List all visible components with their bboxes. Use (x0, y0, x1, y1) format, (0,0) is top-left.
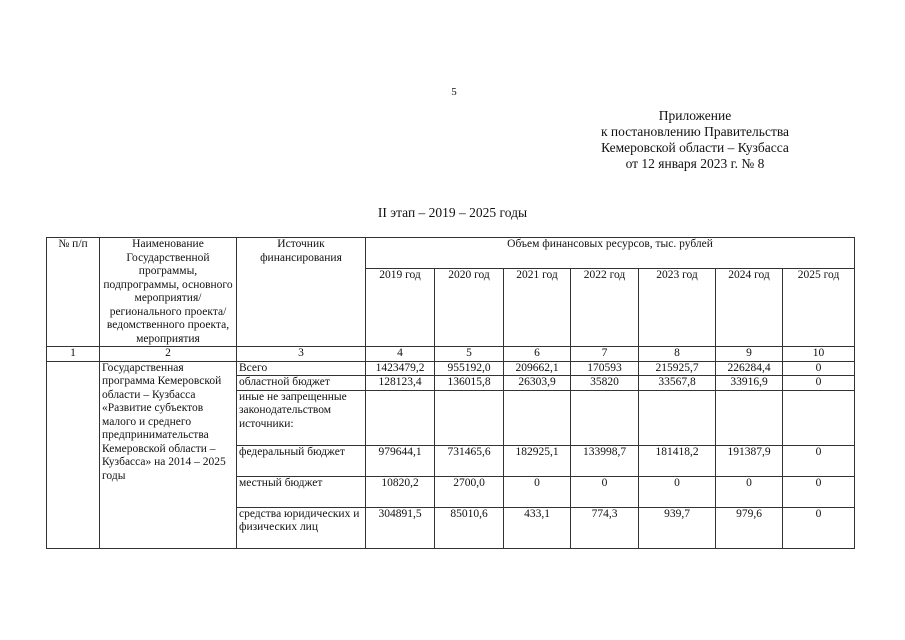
header-year: 2025 год (783, 268, 855, 346)
value-cell: 0 (639, 476, 716, 507)
header-name: Наименование Государственной программы, подпрограммы, основного мероприятия/ регионального проекта/ ведомственного проекта, мероприятия (100, 238, 237, 347)
col-number: 10 (783, 347, 855, 362)
value-cell: 0 (783, 507, 855, 548)
finance-table (46, 237, 855, 549)
header-num: № п/п (47, 238, 100, 347)
value-cell: 10820,2 (366, 476, 435, 507)
value-cell: 33567,8 (639, 376, 716, 391)
header-year: 2021 год (504, 268, 571, 346)
col-number: 8 (639, 347, 716, 362)
table-row (47, 361, 855, 376)
value-cell: 955192,0 (435, 361, 504, 376)
value-cell: 128123,4 (366, 376, 435, 391)
value-cell: 0 (783, 376, 855, 391)
value-cell: 979644,1 (366, 445, 435, 476)
header-row (47, 238, 855, 269)
program-name: Государственная программа Кемеровской области – Кузбасса «Развитие субъектов малого и среднего предпринимательства Кемеровской области – Кузбасса» на 2014 – 2025 годы (100, 361, 237, 548)
value-cell: 774,3 (571, 507, 639, 548)
header-year: 2019 год (366, 268, 435, 346)
value-cell: 181418,2 (639, 445, 716, 476)
value-cell: 85010,6 (435, 507, 504, 548)
appendix-line: Кемеровской области – Кузбасса (601, 140, 789, 155)
value-cell (571, 390, 639, 445)
header-source: Источник финансирования (237, 238, 366, 347)
source-cell: федеральный бюджет (237, 445, 366, 476)
value-cell: 170593 (571, 361, 639, 376)
source-cell: областной бюджет (237, 376, 366, 391)
value-cell: 136015,8 (435, 376, 504, 391)
value-cell: 0 (783, 476, 855, 507)
col-number: 6 (504, 347, 571, 362)
col-number-row (47, 347, 855, 362)
value-cell: 1423479,2 (366, 361, 435, 376)
value-cell: 939,7 (639, 507, 716, 548)
appendix-line: от 12 января 2023 г. № 8 (625, 156, 765, 171)
value-cell: 979,6 (716, 507, 783, 548)
value-cell: 433,1 (504, 507, 571, 548)
value-cell: 182925,1 (504, 445, 571, 476)
header-year: 2024 год (716, 268, 783, 346)
value-cell: 0 (783, 361, 855, 376)
value-cell (716, 390, 783, 445)
col-number: 5 (435, 347, 504, 362)
appendix-line: Приложение (658, 108, 732, 123)
value-cell: 209662,1 (504, 361, 571, 376)
source-cell: иные не запрещенные законодательством источники: (237, 390, 366, 445)
value-cell: 133998,7 (571, 445, 639, 476)
value-cell: 33916,9 (716, 376, 783, 391)
value-cell: 2700,0 (435, 476, 504, 507)
stage-title: II этап – 2019 – 2025 годы (377, 205, 528, 220)
col-number: 4 (366, 347, 435, 362)
value-cell: 35820 (571, 376, 639, 391)
value-cell: 191387,9 (716, 445, 783, 476)
value-cell: 0 (571, 476, 639, 507)
value-cell: 304891,5 (366, 507, 435, 548)
col-number: 9 (716, 347, 783, 362)
col-number: 3 (237, 347, 366, 362)
header-year: 2020 год (435, 268, 504, 346)
value-cell: 226284,4 (716, 361, 783, 376)
value-cell: 0 (504, 476, 571, 507)
value-cell: 0 (716, 476, 783, 507)
value-cell (366, 390, 435, 445)
source-cell: средства юридических и физических лиц (237, 507, 366, 548)
col-number: 7 (571, 347, 639, 362)
value-cell: 731465,6 (435, 445, 504, 476)
appendix-header (560, 108, 830, 172)
value-cell (639, 390, 716, 445)
value-cell: 215925,7 (639, 361, 716, 376)
col-number: 1 (47, 347, 100, 362)
header-year: 2022 год (571, 268, 639, 346)
source-cell: Всего (237, 361, 366, 376)
source-cell: местный бюджет (237, 476, 366, 507)
value-cell (783, 390, 855, 445)
appendix-line: к постановлению Правительства (600, 124, 790, 139)
col-number: 2 (100, 347, 237, 362)
value-cell (435, 390, 504, 445)
value-cell (504, 390, 571, 445)
value-cell: 0 (783, 445, 855, 476)
page-number: 5 (451, 86, 457, 98)
row-num-cell (47, 361, 100, 548)
value-cell: 26303,9 (504, 376, 571, 391)
header-volume: Объем финансовых ресурсов, тыс. рублей (366, 238, 855, 269)
header-year: 2023 год (639, 268, 716, 346)
